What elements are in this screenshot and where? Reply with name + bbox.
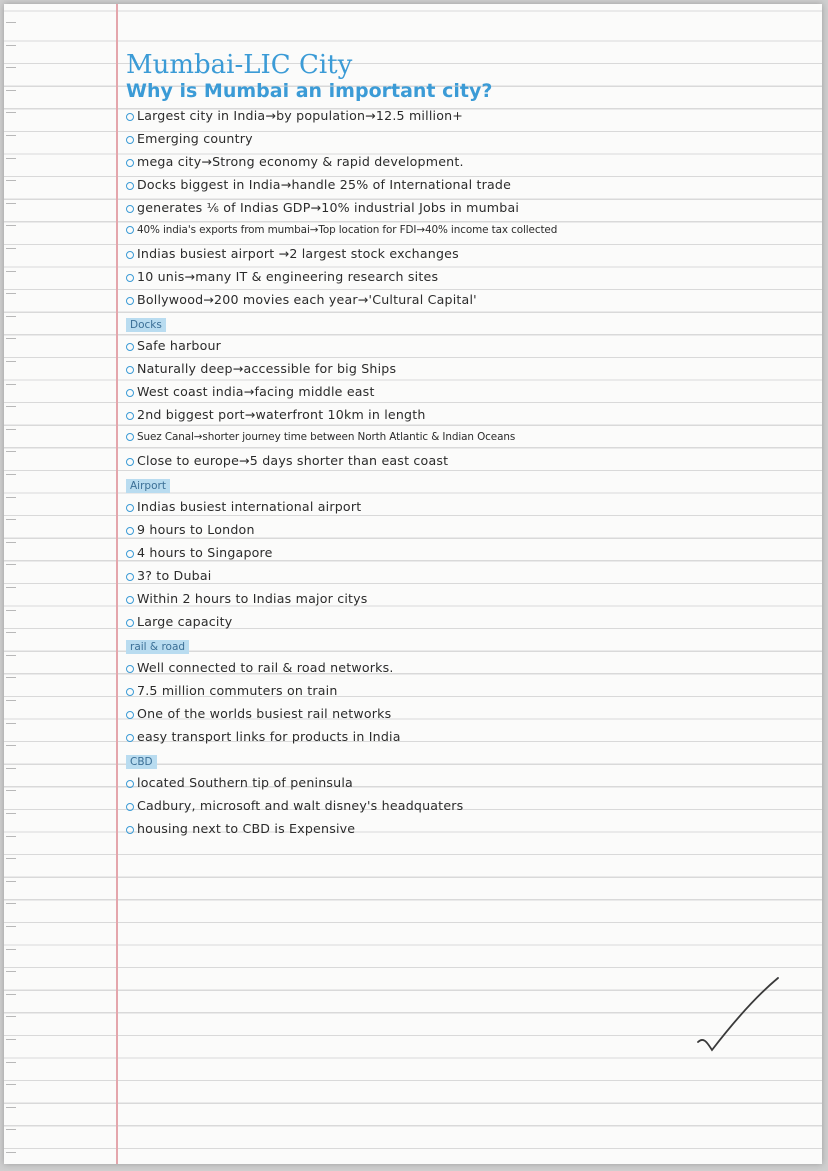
section-heading: CBD	[126, 755, 157, 769]
list-item: 10 unis→many IT & engineering research sites	[126, 265, 816, 288]
binding-mark	[6, 338, 16, 341]
binding-mark	[6, 293, 16, 296]
section-heading: rail & road	[126, 640, 189, 654]
bullet-circle-icon	[126, 527, 134, 535]
binding-mark	[6, 564, 16, 567]
binding-mark	[6, 180, 16, 183]
bullet-circle-icon	[126, 297, 134, 305]
bullet-circle-icon	[126, 734, 134, 742]
list-item: 2nd biggest port→waterfront 10km in length	[126, 403, 816, 426]
bullet-circle-icon	[126, 113, 134, 121]
binding-mark	[6, 768, 16, 771]
binding-mark	[6, 203, 16, 206]
bullet-circle-icon	[126, 251, 134, 259]
bullet-circle-icon	[126, 826, 134, 834]
binding-mark	[6, 655, 16, 658]
binding-mark	[6, 497, 16, 500]
binding-mark	[6, 316, 16, 319]
binding-mark	[6, 542, 16, 545]
binding-mark	[6, 90, 16, 93]
page-title: Mumbai-LIC City	[126, 50, 353, 80]
bullet-circle-icon	[126, 274, 134, 282]
binding-mark	[6, 677, 16, 680]
bullet-circle-icon	[126, 550, 134, 558]
bullet-circle-icon	[126, 136, 134, 144]
binding-mark	[6, 813, 16, 816]
binding-mark	[6, 271, 16, 274]
binding-mark	[6, 248, 16, 251]
bullet-circle-icon	[126, 619, 134, 627]
list-item: One of the worlds busiest rail networks	[126, 702, 816, 725]
bullet-circle-icon	[126, 803, 134, 811]
binding-mark	[6, 700, 16, 703]
list-item: 9 hours to London	[126, 518, 816, 541]
binding-mark	[6, 135, 16, 138]
bullet-circle-icon	[126, 182, 134, 190]
binding-mark	[6, 67, 16, 70]
binding-mark	[6, 22, 16, 25]
notes-content	[126, 44, 816, 840]
section-heading: Airport	[126, 479, 170, 493]
list-item: housing next to CBD is Expensive	[126, 817, 816, 840]
binding-mark	[6, 926, 16, 929]
section-cbd	[126, 748, 816, 840]
list-item: Close to europe→5 days shorter than east coast	[126, 449, 816, 472]
binding-mark	[6, 361, 16, 364]
bullet-circle-icon	[126, 226, 134, 234]
list-item: located Southern tip of peninsula	[126, 771, 816, 794]
list-item: 40% india's exports from mumbai→Top location for FDI→40% income tax collected	[126, 219, 816, 242]
binding-mark	[6, 971, 16, 974]
list-item: Emerging country	[126, 127, 816, 150]
binding-mark	[6, 406, 16, 409]
binding-mark	[6, 1107, 16, 1110]
section-heading: Docks	[126, 318, 166, 332]
section-docks	[126, 311, 816, 472]
bullet-circle-icon	[126, 366, 134, 374]
bullet-circle-icon	[126, 433, 134, 441]
list-item: generates ⅙ of Indias GDP→10% industrial Jobs in mumbai	[126, 196, 816, 219]
binding-mark	[6, 903, 16, 906]
bullet-circle-icon	[126, 205, 134, 213]
list-item: West coast india→facing middle east	[126, 380, 816, 403]
bullet-circle-icon	[126, 780, 134, 788]
binding-mark	[6, 45, 16, 48]
binding-mark	[6, 384, 16, 387]
binding-mark	[6, 1084, 16, 1087]
section-intro	[126, 104, 816, 311]
binding-mark	[6, 994, 16, 997]
binding-mark	[6, 474, 16, 477]
page-subtitle: Why is Mumbai an important city?	[126, 80, 493, 102]
list-item: Indias busiest airport →2 largest stock exchanges	[126, 242, 816, 265]
list-item: Docks biggest in India→handle 25% of International trade	[126, 173, 816, 196]
binding-mark	[6, 1129, 16, 1132]
binding-mark	[6, 949, 16, 952]
binding-mark	[6, 587, 16, 590]
checkmark-icon	[692, 974, 782, 1054]
binding-mark	[6, 790, 16, 793]
binding-mark	[6, 858, 16, 861]
binding-mark	[6, 225, 16, 228]
binding-mark	[6, 610, 16, 613]
list-item: Within 2 hours to Indias major citys	[126, 587, 816, 610]
list-item: 3? to Dubai	[126, 564, 816, 587]
list-item: easy transport links for products in India	[126, 725, 816, 748]
list-item: Suez Canal→shorter journey time between North Atlantic & Indian Oceans	[126, 426, 816, 449]
bullet-circle-icon	[126, 343, 134, 351]
bullet-circle-icon	[126, 458, 134, 466]
binding-mark	[6, 158, 16, 161]
bullet-circle-icon	[126, 711, 134, 719]
bullet-circle-icon	[126, 412, 134, 420]
section-airport	[126, 472, 816, 633]
margin-line	[116, 4, 118, 1164]
notebook-page	[4, 4, 822, 1164]
binding-mark	[6, 881, 16, 884]
binding-mark	[6, 112, 16, 115]
list-item: Safe harbour	[126, 334, 816, 357]
bullet-circle-icon	[126, 688, 134, 696]
list-item: Naturally deep→accessible for big Ships	[126, 357, 816, 380]
bullet-circle-icon	[126, 596, 134, 604]
binding-mark	[6, 451, 16, 454]
section-rail-road	[126, 633, 816, 748]
list-item: mega city→Strong economy & rapid development.	[126, 150, 816, 173]
list-item: 7.5 million commuters on train	[126, 679, 816, 702]
binding-mark	[6, 429, 16, 432]
list-item: Large capacity	[126, 610, 816, 633]
bullet-circle-icon	[126, 573, 134, 581]
binding-mark	[6, 1062, 16, 1065]
list-item: Cadbury, microsoft and walt disney's headquaters	[126, 794, 816, 817]
binding-mark	[6, 745, 16, 748]
bullet-circle-icon	[126, 504, 134, 512]
bullet-circle-icon	[126, 665, 134, 673]
binding-mark	[6, 632, 16, 635]
list-item: 4 hours to Singapore	[126, 541, 816, 564]
list-item: Indias busiest international airport	[126, 495, 816, 518]
bullet-circle-icon	[126, 389, 134, 397]
binding-mark	[6, 1016, 16, 1019]
list-item: Largest city in India→by population→12.5 million+	[126, 104, 816, 127]
list-item: Well connected to rail & road networks.	[126, 656, 816, 679]
binding-mark	[6, 836, 16, 839]
binding-holes	[4, 4, 24, 1164]
list-item: Bollywood→200 movies each year→'Cultural Capital'	[126, 288, 816, 311]
bullet-circle-icon	[126, 159, 134, 167]
binding-mark	[6, 1039, 16, 1042]
binding-mark	[6, 519, 16, 522]
binding-mark	[6, 723, 16, 726]
binding-mark	[6, 1152, 16, 1155]
